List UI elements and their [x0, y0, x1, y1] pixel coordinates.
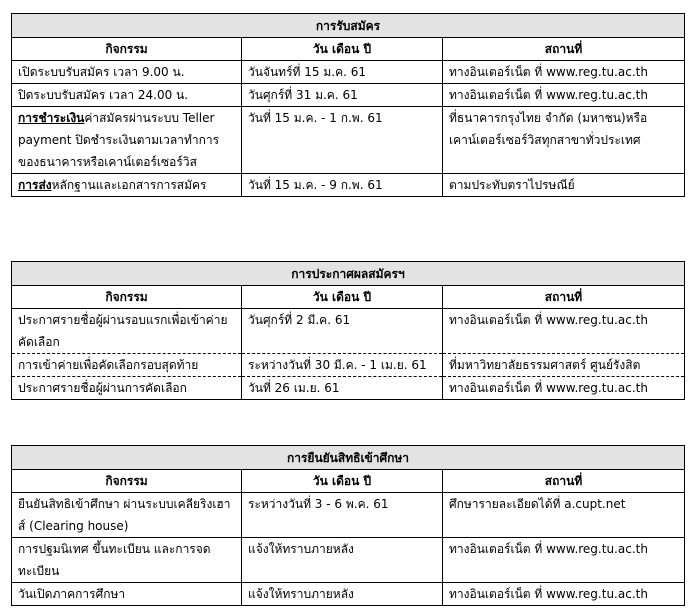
table-row — [12, 309, 685, 354]
column-header-date: วัน เดือน ปี — [242, 38, 443, 61]
table-row — [12, 107, 685, 174]
table-row — [12, 84, 685, 107]
column-header-date: วัน เดือน ปี — [242, 470, 443, 493]
cell-activity — [12, 107, 242, 174]
column-header-activity: กิจกรรม — [12, 38, 242, 61]
cell-place: ที่ธนาคารกรุงไทย จำกัด (มหาชน)หรือเคาน์เตอร์เซอร์วิสทุกสาขาทั่วประเทศ — [443, 107, 685, 174]
cell-activity: การเข้าค่ายเพื่อคัดเลือกรอบสุดท้าย — [12, 354, 242, 377]
table-row — [12, 174, 685, 197]
cell-place: ทางอินเตอร์เน็ต ที่ www.reg.tu.ac.th — [443, 84, 685, 107]
column-header-activity: กิจกรรม — [12, 470, 242, 493]
cell-activity: ยืนยันสิทธิเข้าศึกษา ผ่านระบบเคลียริงเฮาส์ (Clearing house) — [12, 493, 242, 538]
table-row — [12, 61, 685, 84]
cell-date: แจ้งให้ทราบภายหลัง — [242, 583, 443, 606]
cell-activity: การปฐมนิเทศ ขึ้นทะเบียน และการจดทะเบียน — [12, 538, 242, 583]
table-row — [12, 493, 685, 538]
cell-date: วันที่ 15 ม.ค. - 1 ก.พ. 61 — [242, 107, 443, 174]
cell-date: ระหว่างวันที่ 30 มี.ค. - 1 เม.ย. 61 — [242, 354, 443, 377]
table-title: การประกาศผลสมัครฯ — [12, 262, 685, 286]
cell-place: ศึกษารายละเอียดได้ที่ a.cupt.net — [443, 493, 685, 538]
cell-activity: ประกาศรายชื่อผู้ผ่านการคัดเลือก — [12, 377, 242, 400]
application-schedule-table — [11, 13, 685, 197]
cell-date: ระหว่างวันที่ 3 - 6 พ.ค. 61 — [242, 493, 443, 538]
cell-place: ทางอินเตอร์เน็ต ที่ www.reg.tu.ac.th — [443, 377, 685, 400]
cell-date: วันที่ 15 ม.ค. - 9 ก.พ. 61 — [242, 174, 443, 197]
cell-place: ทางอินเตอร์เน็ต ที่ www.reg.tu.ac.th — [443, 538, 685, 583]
activity-text: ค่าสมัครผ่านระบบ Teller payment ปิดชำระเงินตามเวลาทำการของธนาคารหรือเคาน์เตอร์เซอร์วิส — [18, 111, 220, 169]
cell-activity — [12, 174, 242, 197]
table-row — [12, 354, 685, 377]
table-row — [12, 583, 685, 606]
cell-activity: ประกาศรายชื่อผู้ผ่านรอบแรกเพื่อเข้าค่ายคัดเลือก — [12, 309, 242, 354]
cell-place: ตามประทับตราไปรษณีย์ — [443, 174, 685, 197]
column-header-place: สถานที่ — [443, 38, 685, 61]
cell-place: ทางอินเตอร์เน็ต ที่ www.reg.tu.ac.th — [443, 61, 685, 84]
cell-place: ทางอินเตอร์เน็ต ที่ www.reg.tu.ac.th — [443, 309, 685, 354]
emphasis-label: การส่ง — [18, 178, 52, 192]
cell-place: ทางอินเตอร์เน็ต ที่ www.reg.tu.ac.th — [443, 583, 685, 606]
column-header-date: วัน เดือน ปี — [242, 286, 443, 309]
cell-date: วันที่ 26 เม.ย. 61 — [242, 377, 443, 400]
emphasis-label: การชำระเงิน — [18, 111, 85, 125]
cell-activity: เปิดระบบรับสมัคร เวลา 9.00 น. — [12, 61, 242, 84]
cell-date: วันศุกร์ที่ 31 ม.ค. 61 — [242, 84, 443, 107]
table-title: การรับสมัคร — [12, 14, 685, 38]
cell-date: แจ้งให้ทราบภายหลัง — [242, 538, 443, 583]
cell-activity: ปิดระบบรับสมัคร เวลา 24.00 น. — [12, 84, 242, 107]
cell-activity: วันเปิดภาคการศึกษา — [12, 583, 242, 606]
cell-place: ที่มหาวิทยาลัยธรรมศาสตร์ ศูนย์รังสิต — [443, 354, 685, 377]
table-title: การยืนยันสิทธิเข้าศึกษา — [12, 446, 685, 470]
column-header-activity: กิจกรรม — [12, 286, 242, 309]
table-row — [12, 377, 685, 400]
cell-date: วันศุกร์ที่ 2 มี.ค. 61 — [242, 309, 443, 354]
column-header-place: สถานที่ — [443, 470, 685, 493]
announcement-schedule-table — [11, 261, 685, 400]
column-header-place: สถานที่ — [443, 286, 685, 309]
table-row — [12, 538, 685, 583]
activity-text: หลักฐานและเอกสารการสมัคร — [51, 178, 207, 192]
cell-date: วันจันทร์ที่ 15 ม.ค. 61 — [242, 61, 443, 84]
confirmation-schedule-table — [11, 445, 685, 606]
